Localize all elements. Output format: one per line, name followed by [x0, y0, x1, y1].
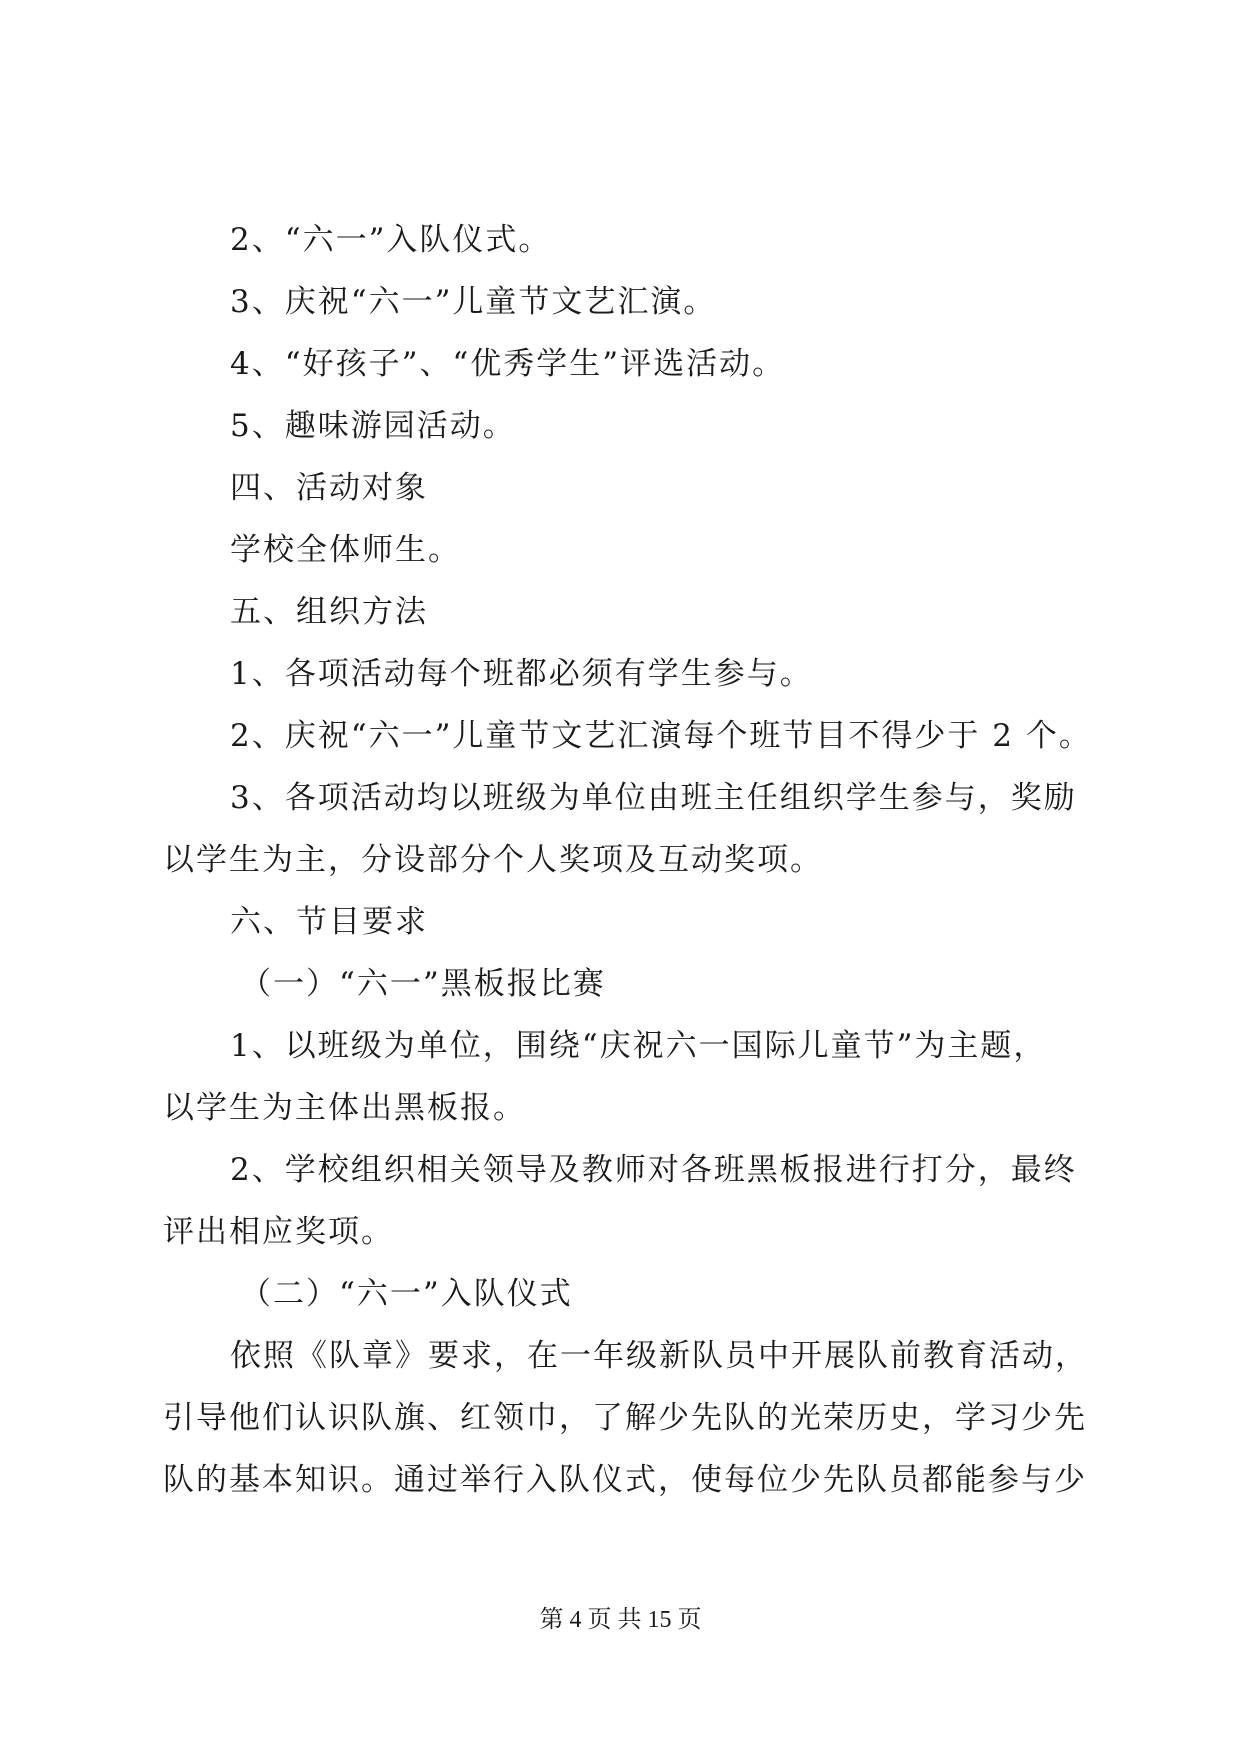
page-footer: 第 4 页 共 15 页: [539, 1607, 702, 1633]
list-item-continuation: 以学生为主体出黑板报。: [163, 1090, 526, 1126]
list-item: 1、以班级为单位，围绕“庆祝六一国际儿童节”为主题，: [230, 1028, 1047, 1064]
list-item: 2、学校组织相关领导及教师对各班黑板报进行打分，最终: [230, 1152, 1077, 1188]
section-heading: 四、活动对象: [230, 470, 428, 506]
paragraph: 学校全体师生。: [230, 532, 461, 568]
section-heading: 六、节目要求: [230, 904, 428, 940]
list-item: 2、“六一”入队仪式。: [230, 222, 552, 258]
list-item: 3、各项活动均以班级为单位由班主任组织学生参与，奖励: [230, 780, 1077, 816]
list-item: 1、各项活动每个班都必须有学生参与。: [230, 656, 813, 692]
list-item: 2、庆祝“六一”儿童节文艺汇演每个班节目不得少于 2 个。: [230, 718, 1092, 754]
list-item-continuation: 以学生为主，分设部分个人奖项及互动奖项。: [163, 842, 823, 878]
list-item: 5、趣味游园活动。: [230, 408, 516, 444]
list-item: 4、“好孩子”、“优秀学生”评选活动。: [230, 346, 786, 382]
list-item: 3、庆祝“六一”儿童节文艺汇演。: [230, 284, 717, 320]
list-item-continuation: 评出相应奖项。: [163, 1214, 394, 1250]
section-heading: 五、组织方法: [230, 594, 428, 630]
paragraph-continuation: 队的基本知识。通过举行入队仪式，使每位少先队员都能参与少: [163, 1462, 1087, 1498]
paragraph-continuation: 引导他们认识队旗、红领巾，了解少先队的光荣历史，学习少先: [163, 1400, 1087, 1436]
subsection-heading: （二）“六一”入队仪式: [240, 1276, 573, 1312]
paragraph: 依照《队章》要求，在一年级新队员中开展队前教育活动，: [230, 1338, 1088, 1374]
subsection-heading: （一）“六一”黑板报比赛: [240, 966, 606, 1002]
